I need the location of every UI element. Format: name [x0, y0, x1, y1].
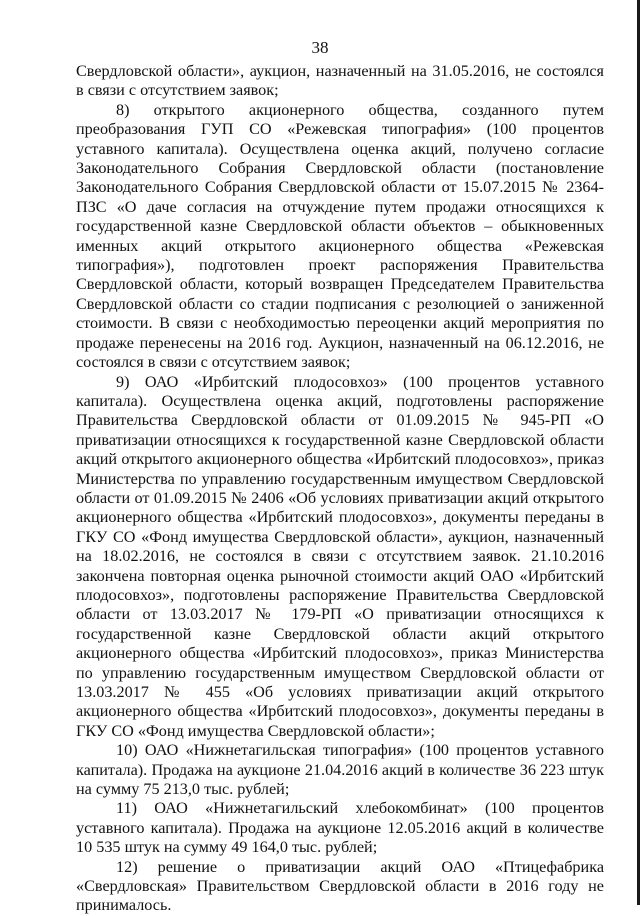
paragraph-item-8: 8) открытого акционерного общества, созданного путем преобразования ГУП СО «Режевская типография» (100 процентов уставного капитала). Осуществлена оценка акций, получено согласие Законодательного Собрания Свердловской области (постановление Законодательного Собрания Свердловской области от 15.07.2015 № 2364-ПЗС «О даче согласия на отчуждение путем продажи относящихся к государственной казне Свердловской области объектов – обыкновенных именных акций открытого акционерного общества «Режевская типография»), подготовлен проект распоряжения Правительства Свердловской области, который возвращен Председателем Правительства Свердловской области со стадии подписания с резолюцией о заниженной стоимости. В связи с необходимостью переоценки акций мероприятия по продаже перенесены на 2016 год. Аукцион, назначенный на 06.12.2016, не состоялся в связи с отсутствием заявок;: [76, 100, 604, 372]
paragraph-item-11: 11) ОАО «Нижнетагильский хлебокомбинат» (100 процентов уставного капитала). Продажа на аукционе 12.05.2016 акций в количестве 10 535 штук на сумму 49 164,0 тыс. рублей;: [76, 799, 604, 857]
page-number: 38: [311, 38, 329, 57]
document-body: [76, 62, 604, 916]
paragraph-item-9: 9) ОАО «Ирбитский плодосовхоз» (100 процентов уставного капитала). Осуществлена оценка акций, подготовлены распоряжение Правительства Свердловской области от 01.09.2015 № 945-РП «О приватизации относящихся к государственной казне Свердловской области акций открытого акционерного общества «Ирбитский плодосовхоз», приказ Министерства по управлению государственным имуществом Свердловской области от 01.09.2015 № 2406 «Об условиях приватизации акций открытого акционерного общества «Ирбитский плодосовхоз», документы переданы в ГКУ СО «Фонд имущества Свердловской области», аукцион, назначенный на 18.02.2016, не состоялся в связи с отсутствием заявок. 21.10.2016 закончена повторная оценка рыночной стоимости акций ОАО «Ирбитский плодосовхоз», подготовлены распоряжение Правительства Свердловской области от 13.03.2017 № 179-РП «О приватизации относящихся к государственной казне Свердловской области акций открытого акционерного общества «Ирбитский плодосовхоз», приказ Министерства по управлению государственным имуществом Свердловской области от 13.03.2017 № 455 «Об условиях приватизации акций открытого акционерного общества «Ирбитский плодосовхоз», документы переданы в ГКУ СО «Фонд имущества Свердловской области»;: [76, 372, 604, 740]
paragraph-continuation: Свердловской области», аукцион, назначенный на 31.05.2016, не состоялся в связи с отсутствием заявок;: [76, 62, 604, 100]
paragraph-item-12: 12) решение о приватизации акций ОАО «Птицефабрика «Свердловская» Правительством Свердловской области в 2016 году не принималось.: [76, 857, 604, 915]
paragraph-item-10: 10) ОАО «Нижнетагильская типография» (100 процентов уставного капитала). Продажа на аукционе 21.04.2016 акций в количестве 36 223 штук на сумму 75 213,0 тыс. рублей;: [76, 741, 604, 799]
